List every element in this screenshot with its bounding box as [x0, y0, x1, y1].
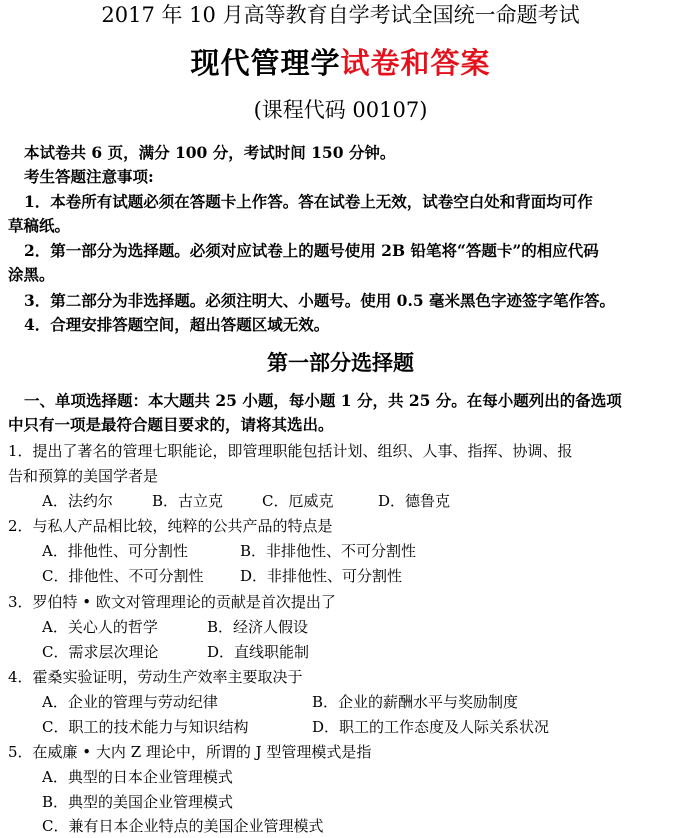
question-1-text: 告和预算的美国学者是 [8, 467, 159, 485]
exam-summary: 本试卷共 6 页，满分 100 分，考试时间 150 分钟。 [24, 143, 396, 162]
option-c: C．需求层次理论 [42, 643, 159, 661]
question-4-options [42, 715, 677, 739]
instruction-item: 草稿纸。 [8, 216, 71, 235]
instruction-item: 1．本卷所有试题必须在答题卡上作答。答在试卷上无效，试卷空白处和背面均可作 [24, 192, 593, 211]
option-a: A．典型的日本企业管理模式 [42, 768, 233, 786]
question-2-options [42, 564, 677, 588]
option-a: A．排他性、可分割性 [42, 542, 188, 560]
option-b: B．企业的薪酬水平与奖励制度 [312, 693, 519, 711]
option-d: D．职工的工作态度及人际关系状况 [312, 718, 550, 736]
title-red-part: 试卷和答案 [340, 46, 491, 80]
option-d: D．非排他性、可分割性 [240, 567, 403, 585]
instruction-item: 4．合理安排答题空间，超出答题区域无效。 [24, 315, 330, 334]
page-title [0, 44, 681, 82]
instruction-item: 涂黑。 [8, 265, 55, 284]
option-c: C．兼有日本企业特点的美国企业管理模式 [42, 817, 324, 835]
option-b: B．非排他性、不可分割性 [240, 542, 417, 560]
question-2-text: 2．与私人产品相比较，纯粹的公共产品的特点是 [8, 517, 333, 535]
section-intro: 一、单项选择题：本大题共 25 小题，每小题 1 分，共 25 分。在每小题列出的备选项 [24, 391, 622, 410]
instruction-item: 2．第一部分为选择题。必须对应试卷上的题号使用 2B 铅笔将“答题卡”的相应代码 [24, 241, 599, 260]
option-c: C．职工的技术能力与知识结构 [42, 718, 249, 736]
question-1-options [42, 489, 677, 513]
question-1-text: 1．提出了著名的管理七职能论，即管理职能包括计划、组织、人事、指挥、协调、报 [8, 442, 573, 460]
question-4-text: 4．霍桑实验证明，劳动生产效率主要取决于 [8, 668, 303, 686]
course-code: (课程代码 00107) [253, 98, 428, 122]
question-3-options [42, 640, 677, 664]
option-c: C．厄威克 [262, 492, 334, 510]
question-5-text: 5．在威廉 • 大内 Z 理论中，所谓的 J 型管理模式是指 [8, 743, 372, 761]
option-a: A．法约尔 [42, 492, 113, 510]
notes-heading: 考生答题注意事项: [24, 167, 154, 186]
exam-header: 2017 年 10 月高等教育自学考试全国统一命题考试 [101, 3, 580, 27]
option-c: C．排他性、不可分割性 [42, 567, 204, 585]
option-d: D．直线职能制 [207, 643, 310, 661]
option-a: A．企业的管理与劳动纪律 [42, 693, 218, 711]
option-b: B．典型的美国企业管理模式 [42, 793, 234, 811]
option-d: D．德鲁克 [378, 492, 451, 510]
question-2-options [42, 539, 677, 563]
question-3-text: 3．罗伯特 • 欧文对管理理论的贡献是首次提出了 [8, 593, 336, 611]
option-a: A．关心人的哲学 [42, 618, 158, 636]
question-4-options [42, 690, 677, 714]
option-b: B．古立克 [152, 492, 224, 510]
part-one-title: 第一部分选择题 [267, 350, 414, 375]
option-b: B．经济人假设 [207, 618, 309, 636]
instruction-item: 3．第二部分为非选择题。必须注明大、小题号。使用 0.5 毫米黑色字迹签字笔作答。 [24, 291, 616, 310]
question-3-options [42, 615, 677, 639]
section-intro: 中只有一项是最符合题目要求的，请将其选出。 [8, 415, 334, 434]
title-black-part: 现代管理学 [190, 46, 341, 80]
